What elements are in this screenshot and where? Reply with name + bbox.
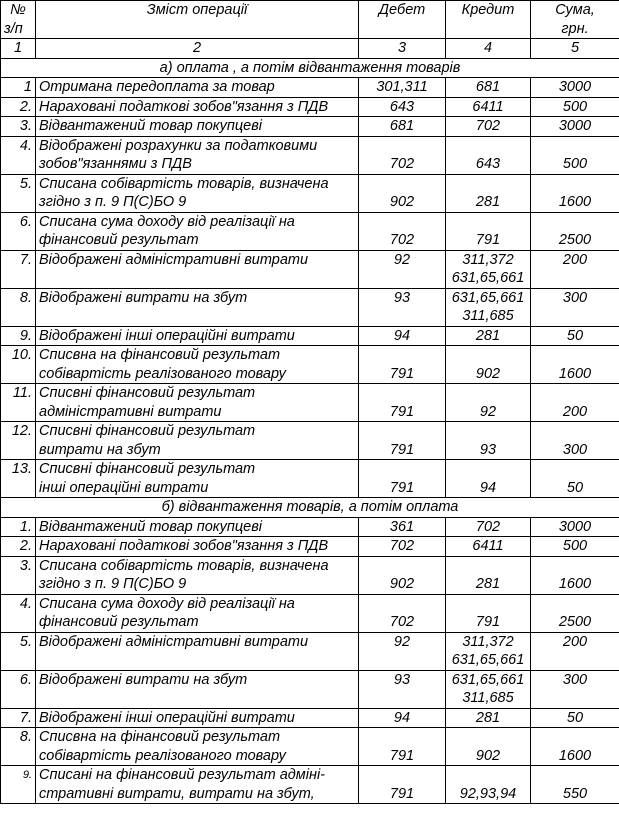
amount — [531, 174, 619, 193]
debit-account: 791 — [359, 403, 446, 422]
credit-account: 631,65,661 — [446, 288, 531, 307]
amount — [531, 728, 619, 747]
header-sum: Сума, — [531, 1, 619, 20]
table-row — [1, 613, 619, 632]
debit-account: 361 — [359, 517, 446, 537]
header-row-2 — [1, 20, 619, 39]
debit-account — [359, 346, 446, 365]
credit-account: 631,65,661 — [446, 651, 531, 670]
amount — [531, 594, 619, 613]
debit-account: 301,311 — [359, 78, 446, 98]
operation-text: Списвна на фінансовий результат — [36, 346, 359, 365]
credit-account: 281 — [446, 193, 531, 212]
operation-text: Відображені інші операційні витрати — [36, 708, 359, 728]
debit-account: 702 — [359, 231, 446, 250]
row-number: 3. — [1, 117, 36, 137]
debit-account — [359, 269, 446, 288]
credit-account — [446, 174, 531, 193]
row-number — [1, 269, 36, 288]
credit-account — [446, 346, 531, 365]
header-empty — [359, 20, 446, 39]
table-row — [1, 689, 619, 708]
operation-text: Списана собівартість товарів, визначена — [36, 174, 359, 193]
amount: 1600 — [531, 193, 619, 212]
row-number: 5. — [1, 174, 36, 193]
row-number: 7. — [1, 708, 36, 728]
debit-account: 902 — [359, 193, 446, 212]
table-row — [1, 708, 619, 728]
row-number — [1, 479, 36, 498]
amount: 1600 — [531, 747, 619, 766]
table-row — [1, 193, 619, 212]
amount: 200 — [531, 632, 619, 651]
row-number: 10. — [1, 346, 36, 365]
row-number: 12. — [1, 422, 36, 441]
debit-account: 93 — [359, 288, 446, 307]
header-num-2: з/п — [1, 20, 36, 39]
credit-account: 281 — [446, 326, 531, 346]
amount: 50 — [531, 708, 619, 728]
debit-account: 702 — [359, 537, 446, 557]
amount: 500 — [531, 97, 619, 117]
table-row — [1, 174, 619, 193]
amount — [531, 460, 619, 479]
column-number: 2 — [36, 39, 359, 59]
table-row — [1, 384, 619, 403]
row-number: 7. — [1, 250, 36, 269]
debit-account — [359, 766, 446, 785]
amount — [531, 766, 619, 785]
debit-account — [359, 212, 446, 231]
debit-account: 791 — [359, 747, 446, 766]
debit-account: 791 — [359, 785, 446, 804]
debit-account: 92 — [359, 250, 446, 269]
row-number: 6. — [1, 670, 36, 689]
credit-account: 702 — [446, 517, 531, 537]
table-row — [1, 632, 619, 651]
table-row — [1, 422, 619, 441]
credit-account — [446, 384, 531, 403]
amount — [531, 422, 619, 441]
operation-text: Списана сума доходу від реалізації на — [36, 594, 359, 613]
section-title-row — [1, 58, 619, 78]
operation-text: Списані на фінансовий результат адміні- — [36, 766, 359, 785]
column-number: 3 — [359, 39, 446, 59]
credit-account — [446, 766, 531, 785]
table-row — [1, 326, 619, 346]
credit-account — [446, 594, 531, 613]
credit-account: 6411 — [446, 537, 531, 557]
amount: 500 — [531, 155, 619, 174]
credit-account: 791 — [446, 613, 531, 632]
debit-account: 681 — [359, 117, 446, 137]
amount — [531, 307, 619, 326]
amount — [531, 269, 619, 288]
credit-account: 902 — [446, 365, 531, 384]
operation-text: Відображені витрати на збут — [36, 670, 359, 689]
row-number: 5. — [1, 632, 36, 651]
operation-text: адміністративні витрати — [36, 403, 359, 422]
row-number — [1, 747, 36, 766]
row-number — [1, 689, 36, 708]
debit-account: 702 — [359, 155, 446, 174]
credit-account: 281 — [446, 575, 531, 594]
operation-text: Списвна на фінансовий результат — [36, 728, 359, 747]
section-title: б) відвантаження товарів, а потім оплата — [1, 498, 619, 518]
credit-account — [446, 556, 531, 575]
table-row — [1, 460, 619, 479]
table-row — [1, 136, 619, 155]
amount — [531, 556, 619, 575]
row-number: 2. — [1, 537, 36, 557]
operation-text: Списвні фінансовий результат — [36, 422, 359, 441]
amount — [531, 212, 619, 231]
credit-account: 311,685 — [446, 307, 531, 326]
row-number: 4. — [1, 136, 36, 155]
row-number: 4. — [1, 594, 36, 613]
operation-text: собівартість реалізованого товару — [36, 747, 359, 766]
row-number: 9. — [1, 766, 36, 785]
row-number: 3. — [1, 556, 36, 575]
operation-text — [36, 269, 359, 288]
table-row — [1, 288, 619, 307]
row-number — [1, 613, 36, 632]
table-row — [1, 594, 619, 613]
amount: 550 — [531, 785, 619, 804]
table-row — [1, 346, 619, 365]
header-sum-2: грн. — [531, 20, 619, 39]
credit-account: 281 — [446, 708, 531, 728]
credit-account: 902 — [446, 747, 531, 766]
credit-account — [446, 728, 531, 747]
operation-text: Нараховані податкові зобов"язання з ПДВ — [36, 97, 359, 117]
operation-text — [36, 651, 359, 670]
row-number: 1 — [1, 78, 36, 98]
table-row — [1, 441, 619, 460]
row-number — [1, 651, 36, 670]
operation-text: фінансовий результат — [36, 613, 359, 632]
amount: 3000 — [531, 117, 619, 137]
credit-account: 702 — [446, 117, 531, 137]
table-row — [1, 651, 619, 670]
row-number — [1, 307, 36, 326]
amount: 1600 — [531, 575, 619, 594]
credit-account — [446, 212, 531, 231]
operation-text: Нараховані податкові зобов"язання з ПДВ — [36, 537, 359, 557]
amount: 3000 — [531, 517, 619, 537]
table-row — [1, 575, 619, 594]
debit-account — [359, 556, 446, 575]
amount: 2500 — [531, 231, 619, 250]
row-number: 1. — [1, 517, 36, 537]
table-row — [1, 250, 619, 269]
credit-account: 93 — [446, 441, 531, 460]
table-row — [1, 766, 619, 785]
debit-account — [359, 651, 446, 670]
header-content: Зміст операції — [36, 1, 359, 20]
operation-text: Отримана передоплата за товар — [36, 78, 359, 98]
debit-account — [359, 136, 446, 155]
table-row — [1, 556, 619, 575]
operation-text: інші операційні витрати — [36, 479, 359, 498]
amount: 2500 — [531, 613, 619, 632]
column-number: 4 — [446, 39, 531, 59]
table-row — [1, 785, 619, 804]
debit-account: 94 — [359, 326, 446, 346]
amount — [531, 651, 619, 670]
debit-account — [359, 422, 446, 441]
credit-account: 631,65,661 — [446, 269, 531, 288]
row-number — [1, 155, 36, 174]
operation-text: згідно з п. 9 П(С)БО 9 — [36, 575, 359, 594]
operation-text — [36, 307, 359, 326]
amount: 200 — [531, 403, 619, 422]
credit-account: 791 — [446, 231, 531, 250]
credit-account: 311,372 — [446, 250, 531, 269]
credit-account: 643 — [446, 155, 531, 174]
amount — [531, 346, 619, 365]
section-title-row — [1, 498, 619, 518]
column-number: 5 — [531, 39, 619, 59]
column-number-row — [1, 39, 619, 59]
row-number: 9. — [1, 326, 36, 346]
credit-account: 6411 — [446, 97, 531, 117]
amount: 1600 — [531, 365, 619, 384]
debit-account: 643 — [359, 97, 446, 117]
debit-account — [359, 728, 446, 747]
table-row — [1, 155, 619, 174]
amount — [531, 136, 619, 155]
operation-text: Відображені інші операційні витрати — [36, 326, 359, 346]
operation-text: фінансовий результат — [36, 231, 359, 250]
credit-account — [446, 136, 531, 155]
operation-text: Відвантажений товар покупцеві — [36, 117, 359, 137]
table-row — [1, 728, 619, 747]
table-row — [1, 517, 619, 537]
debit-account — [359, 307, 446, 326]
operation-text: Відображені розрахунки за податковими — [36, 136, 359, 155]
table-row — [1, 307, 619, 326]
debit-account: 791 — [359, 365, 446, 384]
operation-text — [36, 689, 359, 708]
table-row — [1, 479, 619, 498]
amount — [531, 384, 619, 403]
debit-account — [359, 174, 446, 193]
table-row — [1, 537, 619, 557]
table-row — [1, 212, 619, 231]
section-title: а) оплата , а потім відвантаження товарів — [1, 58, 619, 78]
amount: 300 — [531, 288, 619, 307]
debit-account — [359, 594, 446, 613]
credit-account: 92,93,94 — [446, 785, 531, 804]
operation-text: Списана сума доходу від реалізації на — [36, 212, 359, 231]
operation-text: Відвантажений товар покупцеві — [36, 517, 359, 537]
debit-account: 791 — [359, 479, 446, 498]
debit-account — [359, 460, 446, 479]
debit-account: 94 — [359, 708, 446, 728]
row-number — [1, 785, 36, 804]
credit-account: 94 — [446, 479, 531, 498]
table-row — [1, 403, 619, 422]
header-empty — [446, 20, 531, 39]
operation-text: Відображені витрати на збут — [36, 288, 359, 307]
credit-account: 92 — [446, 403, 531, 422]
table-row — [1, 117, 619, 137]
credit-account: 311,372 — [446, 632, 531, 651]
row-number — [1, 575, 36, 594]
operation-text: Відображені адміністративні витрати — [36, 250, 359, 269]
operation-text: Відображені адміністративні витрати — [36, 632, 359, 651]
row-number: 8. — [1, 728, 36, 747]
header-credit: Кредит — [446, 1, 531, 20]
row-number: 8. — [1, 288, 36, 307]
operation-text: Списвні фінансовий результат — [36, 460, 359, 479]
column-number: 1 — [1, 39, 36, 59]
credit-account — [446, 460, 531, 479]
header-debit: Дебет — [359, 1, 446, 20]
operation-text: Списана собівартість товарів, визначена — [36, 556, 359, 575]
operation-text: собівартість реалізованого товару — [36, 365, 359, 384]
row-number: 13. — [1, 460, 36, 479]
credit-account: 311,685 — [446, 689, 531, 708]
credit-account: 681 — [446, 78, 531, 98]
row-number — [1, 365, 36, 384]
debit-account: 791 — [359, 441, 446, 460]
debit-account: 902 — [359, 575, 446, 594]
table-row — [1, 747, 619, 766]
credit-account — [446, 422, 531, 441]
amount: 3000 — [531, 78, 619, 98]
row-number: 11. — [1, 384, 36, 403]
operation-text: згідно з п. 9 П(С)БО 9 — [36, 193, 359, 212]
debit-account: 702 — [359, 613, 446, 632]
table-row — [1, 97, 619, 117]
table-row — [1, 269, 619, 288]
debit-account: 92 — [359, 632, 446, 651]
operation-text: Списвні фінансовий результат — [36, 384, 359, 403]
operation-text: витрати на збут — [36, 441, 359, 460]
amount: 300 — [531, 441, 619, 460]
debit-account: 93 — [359, 670, 446, 689]
amount: 200 — [531, 250, 619, 269]
header-empty — [36, 20, 359, 39]
row-number: 2. — [1, 97, 36, 117]
table-row — [1, 231, 619, 250]
amount: 50 — [531, 326, 619, 346]
row-number — [1, 403, 36, 422]
row-number: 6. — [1, 212, 36, 231]
operation-text: зобов"язаннями з ПДВ — [36, 155, 359, 174]
table-row — [1, 365, 619, 384]
operation-text: стративні витрати, витрати на збут, — [36, 785, 359, 804]
amount — [531, 689, 619, 708]
debit-account — [359, 689, 446, 708]
row-number — [1, 193, 36, 212]
table-row — [1, 78, 619, 98]
row-number — [1, 231, 36, 250]
debit-account — [359, 384, 446, 403]
amount: 300 — [531, 670, 619, 689]
amount: 500 — [531, 537, 619, 557]
header-row — [1, 1, 619, 20]
header-num: № — [1, 1, 36, 20]
table-row — [1, 670, 619, 689]
amount: 50 — [531, 479, 619, 498]
credit-account: 631,65,661 — [446, 670, 531, 689]
row-number — [1, 441, 36, 460]
